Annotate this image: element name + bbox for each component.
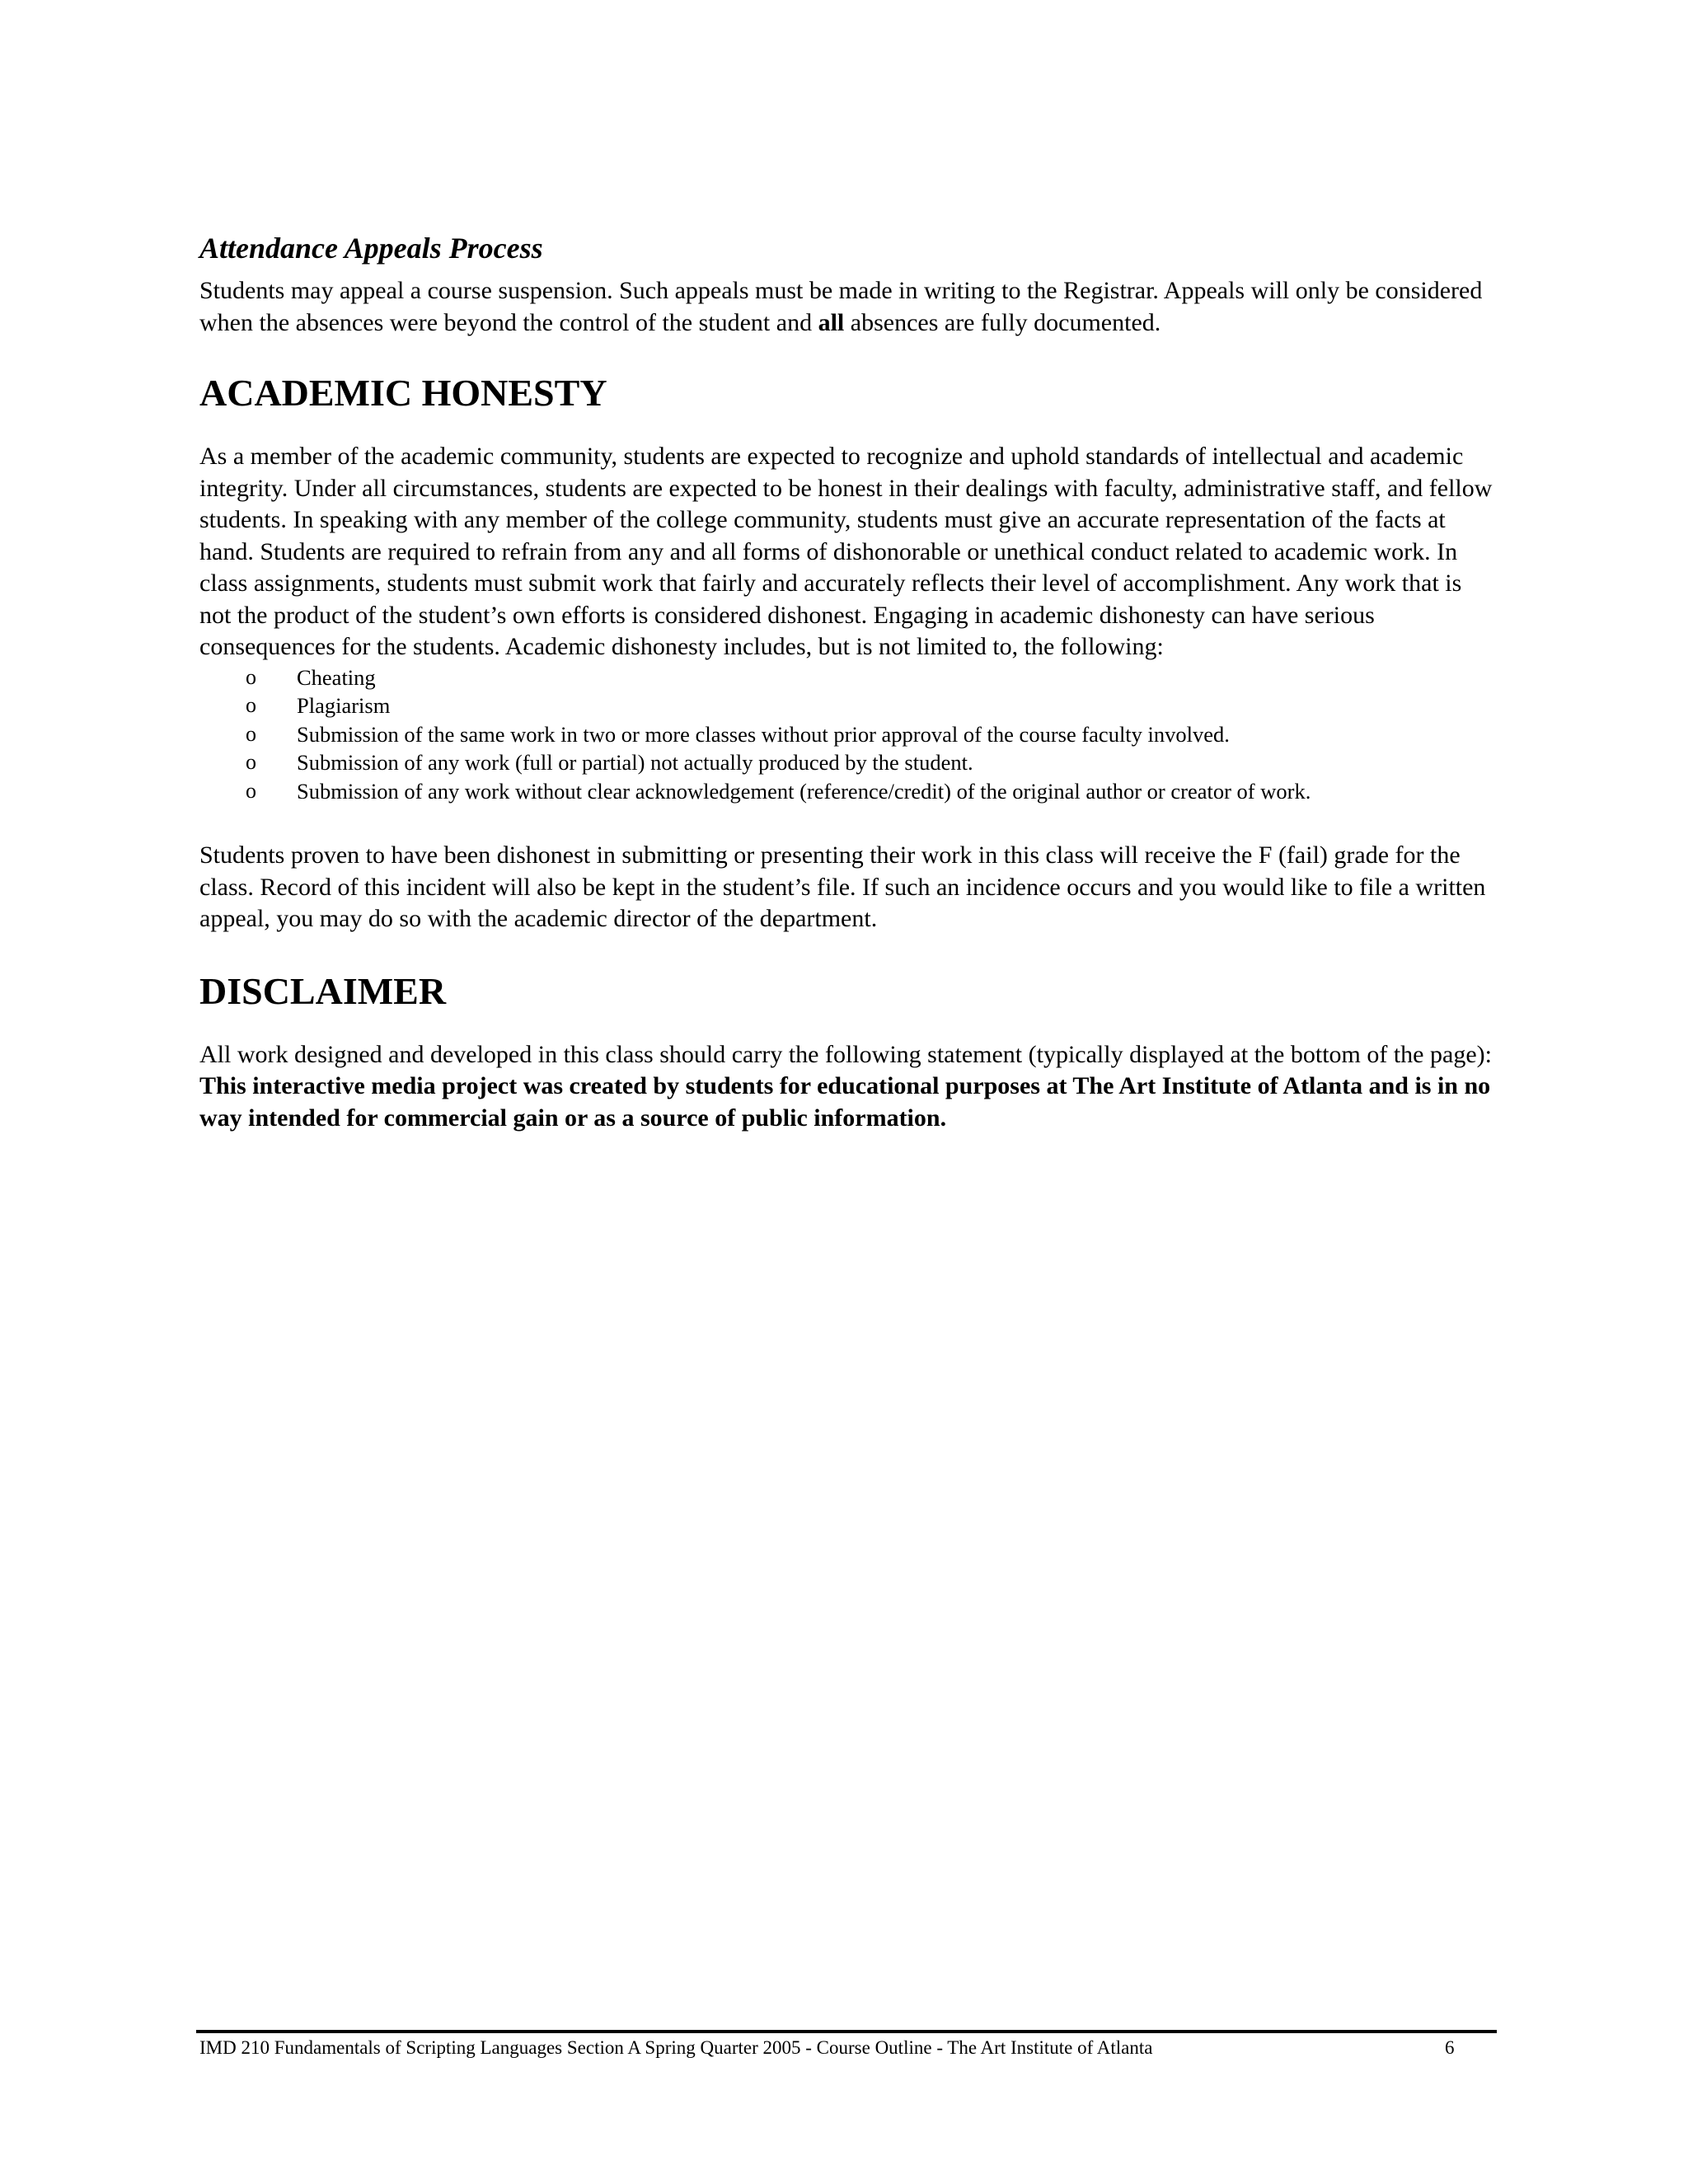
bullet-marker: o	[246, 664, 256, 689]
page-content	[199, 229, 1493, 1134]
bullet-marker: o	[246, 721, 256, 746]
bullet-marker: o	[246, 693, 256, 717]
attendance-appeals-heading: Attendance Appeals Process	[199, 232, 543, 265]
bullet-marker: o	[246, 750, 256, 774]
academic-honesty-intro: As a member of the academic community, students are expected to recognize and uphold standards of intellectual and academic integrity. Under all circumstances, students are expected to be honest in their dealings with faculty, administrative staff, and fellow students. In speaking with any member of the college community, students must give an accurate representation of the facts at hand. Students are required to refrain from any and all forms of dishonorable or unethical conduct related to academic work. In class assignments, students must submit work that fairly and accurately reflects their level of accomplishment. Any work that is not the product of the student’s own efforts is considered dishonest. Engaging in academic dishonesty can have serious consequences for the students. Academic dishonesty includes, but is not limited to, the following:	[199, 443, 1493, 660]
list-item-text: Submission of any work (full or partial) not actually produced by the student.	[297, 750, 973, 775]
list-item	[199, 720, 1493, 749]
attendance-appeals-text-1: Students may appeal a course suspension. Such appeals must be made in writing to the Registrar. Appeals will only be considered when the absences were beyond the control of the student and	[199, 277, 1483, 336]
bullet-marker: o	[246, 778, 256, 803]
footer-divider	[196, 2030, 1497, 2033]
attendance-appeals-bold-word: all	[818, 308, 845, 336]
attendance-appeals-paragraph	[199, 275, 1493, 339]
academic-honesty-heading: ACADEMIC HONESTY	[199, 372, 607, 414]
page-number: 6	[1445, 2037, 1455, 2058]
list-item	[199, 748, 1493, 777]
list-item-text: Submission of the same work in two or more classes without prior approval of the course faculty involved.	[297, 721, 1230, 747]
list-item	[199, 663, 1493, 692]
disclaimer-heading: DISCLAIMER	[199, 969, 447, 1012]
dishonesty-list	[199, 663, 1493, 806]
list-item-text: Submission of any work without clear acknowledgement (reference/credit) of the original author or creator of work.	[297, 778, 1311, 804]
academic-honesty-consequence: Students proven to have been dishonest in submitting or presenting their work in this class will receive the F (fail) grade for the class. Record of this incident will also be kept in the student’s file. If such an incidence occurs and you would like to file a written appeal, you may do so with the academic director of the department.	[199, 841, 1486, 932]
list-item	[199, 777, 1493, 806]
disclaimer-statement: This interactive media project was created by students for educational purposes at The Art Institute of Atlanta and is in no way intended for commercial gain or as a source of public information.	[199, 1072, 1491, 1132]
list-item-text: Cheating	[297, 664, 376, 690]
list-item	[199, 691, 1493, 720]
footer-text: IMD 210 Fundamentals of Scripting Languages Section A Spring Quarter 2005 - Course Outline - The Art Institute of Atlanta	[199, 2037, 1153, 2058]
attendance-appeals-text-2: absences are fully documented.	[844, 308, 1161, 336]
disclaimer-intro: All work designed and developed in this class should carry the following statement (typically displayed at the bottom of the page):	[199, 1040, 1492, 1068]
list-item-text: Plagiarism	[297, 693, 391, 718]
